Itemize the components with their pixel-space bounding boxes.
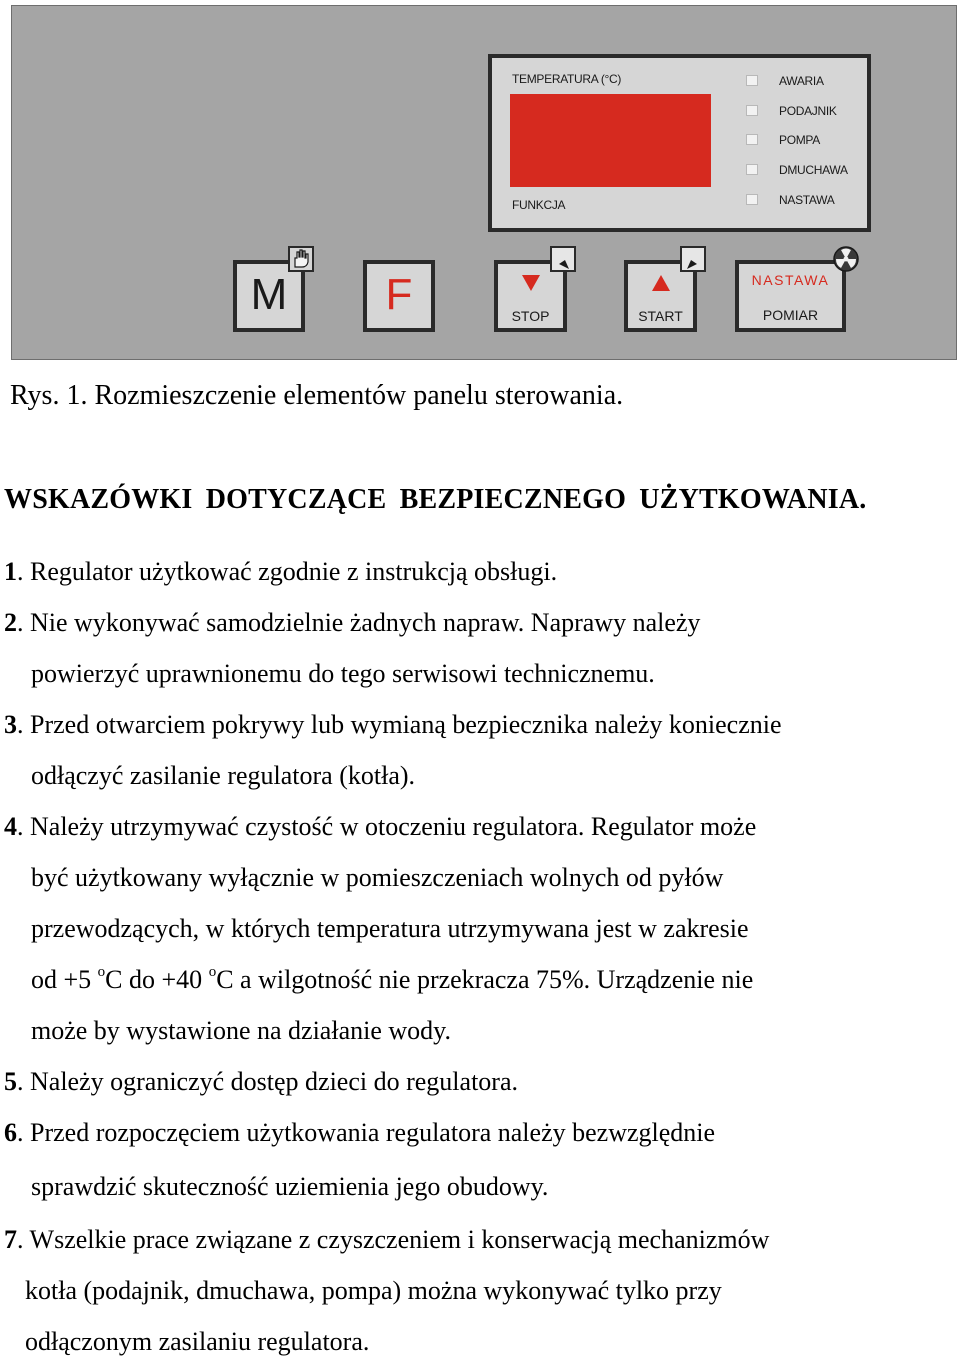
pomiar-button-label: POMIAR bbox=[762, 307, 819, 323]
figure-caption: Rys. 1. Rozmieszczenie elementów panelu sterowania. bbox=[10, 380, 624, 411]
item-text: Wszelkie prace związane z czyszczeniem i konserwacją mechanizmów bbox=[29, 1225, 770, 1254]
item-text: Należy ograniczyć dostęp dzieci do regulatora. bbox=[30, 1067, 518, 1096]
start-button-label: START bbox=[638, 308, 683, 324]
stop-corner-icon bbox=[550, 246, 576, 272]
item-text-continuation: odłączyć zasilanie regulatora (kotła). bbox=[31, 761, 416, 790]
item-text: Przed otwarciem pokrywy lub wymianą bezpiecznika należy koniecznie bbox=[30, 710, 782, 739]
indicator-led-nastawa bbox=[746, 194, 758, 205]
indicator-label-podajnik: PODAJNIK bbox=[779, 104, 837, 118]
hand-icon bbox=[288, 246, 314, 272]
indicator-led-podajnik bbox=[746, 105, 758, 116]
item-number: 6 bbox=[4, 1118, 17, 1147]
stop-button-label: STOP bbox=[511, 308, 550, 324]
item-text: Nie wykonywać samodzielnie żadnych napraw. Naprawy należy bbox=[30, 608, 701, 637]
item-text-continuation: odłączonym zasilaniu regulatora. bbox=[25, 1327, 370, 1356]
safety-item-6: 6. Przed rozpoczęciem użytkowania regulatora należy bezwzględnie bbox=[4, 1118, 716, 1147]
indicator-label-dmuchawa: DMUCHAWA bbox=[779, 163, 848, 177]
m-button-label: M bbox=[250, 270, 288, 319]
item-number: 1 bbox=[4, 557, 17, 586]
f-button[interactable] bbox=[363, 260, 435, 332]
temperature-display bbox=[510, 94, 711, 187]
item-text-continuation: być użytkowany wyłącznie w pomieszczeniach wolnych od pyłów bbox=[31, 863, 724, 892]
safety-item-7: 7. Wszelkie prace związane z czyszczeniem i konserwacją mechanizmów bbox=[4, 1225, 770, 1254]
indicator-label-awaria: AWARIA bbox=[779, 74, 824, 88]
item-text-continuation: kotła (podajnik, dmuchawa, pompa) można wykonywać tylko przy bbox=[25, 1276, 722, 1305]
item-number: 2 bbox=[4, 608, 17, 637]
arrow-up-icon bbox=[651, 274, 671, 292]
indicator-label-pompa: POMPA bbox=[779, 133, 820, 147]
temperature-range-line bbox=[31, 965, 753, 995]
f-button-label: F bbox=[385, 270, 413, 319]
item-text-continuation: powierzyć uprawnionemu do tego serwisowi technicznemu. bbox=[31, 659, 655, 688]
function-label: FUNKCJA bbox=[512, 198, 566, 212]
arrow-down-icon bbox=[521, 274, 541, 292]
temp-text-b: C do +40 bbox=[105, 965, 209, 994]
degree-sup: o bbox=[208, 964, 217, 980]
item-number: 4 bbox=[4, 812, 17, 841]
indicator-led-dmuchawa bbox=[746, 164, 758, 175]
start-corner-icon bbox=[680, 246, 706, 272]
nastawa-pomiar-button[interactable] bbox=[735, 260, 846, 332]
temperature-label: TEMPERATURA (°C) bbox=[512, 72, 622, 86]
item-text: Regulator użytkować zgodnie z instrukcją obsługi. bbox=[30, 557, 558, 586]
section-heading: WSKAZÓWKI DOTYCZĄCE BEZPIECZNEGO UŻYTKOWANIA. bbox=[4, 484, 867, 515]
display-unit bbox=[488, 54, 871, 232]
nastawa-button-label: NASTAWA bbox=[751, 272, 830, 288]
item-text-continuation: może by wystawione na działanie wody. bbox=[31, 1016, 451, 1045]
item-number: 3 bbox=[4, 710, 17, 739]
item-text: Przed rozpoczęciem użytkowania regulatora należy bezwzględnie bbox=[30, 1118, 716, 1147]
safety-item-5: 5. Należy ograniczyć dostęp dzieci do regulatora. bbox=[4, 1067, 518, 1096]
safety-item-2: 2. Nie wykonywać samodzielnie żadnych napraw. Naprawy należy bbox=[4, 608, 701, 637]
item-text-continuation: sprawdzić skuteczność uziemienia jego obudowy. bbox=[31, 1172, 549, 1201]
control-panel-figure bbox=[11, 5, 957, 360]
safety-item-3: 3. Przed otwarciem pokrywy lub wymianą bezpiecznika należy koniecznie bbox=[4, 710, 782, 739]
fan-icon bbox=[832, 245, 860, 273]
safety-item-4: 4. Należy utrzymywać czystość w otoczeniu regulatora. Regulator może bbox=[4, 812, 757, 841]
safety-item-1: 1. Regulator użytkować zgodnie z instrukcją obsługi. bbox=[4, 557, 558, 586]
item-text: Należy utrzymywać czystość w otoczeniu regulatora. Regulator może bbox=[30, 812, 757, 841]
temp-text-a: od +5 bbox=[31, 965, 98, 994]
item-number: 7 bbox=[4, 1225, 17, 1254]
item-number: 5 bbox=[4, 1067, 17, 1096]
degree-sup: o bbox=[97, 964, 106, 980]
item-text-continuation: przewodzących, w których temperatura utrzymywana jest w zakresie bbox=[31, 914, 749, 943]
indicator-label-nastawa: NASTAWA bbox=[779, 193, 835, 207]
temp-text-c: C a wilgotność nie przekracza 75%. Urządzenie nie bbox=[216, 965, 754, 994]
indicator-led-awaria bbox=[746, 75, 758, 86]
indicator-led-pompa bbox=[746, 134, 758, 145]
